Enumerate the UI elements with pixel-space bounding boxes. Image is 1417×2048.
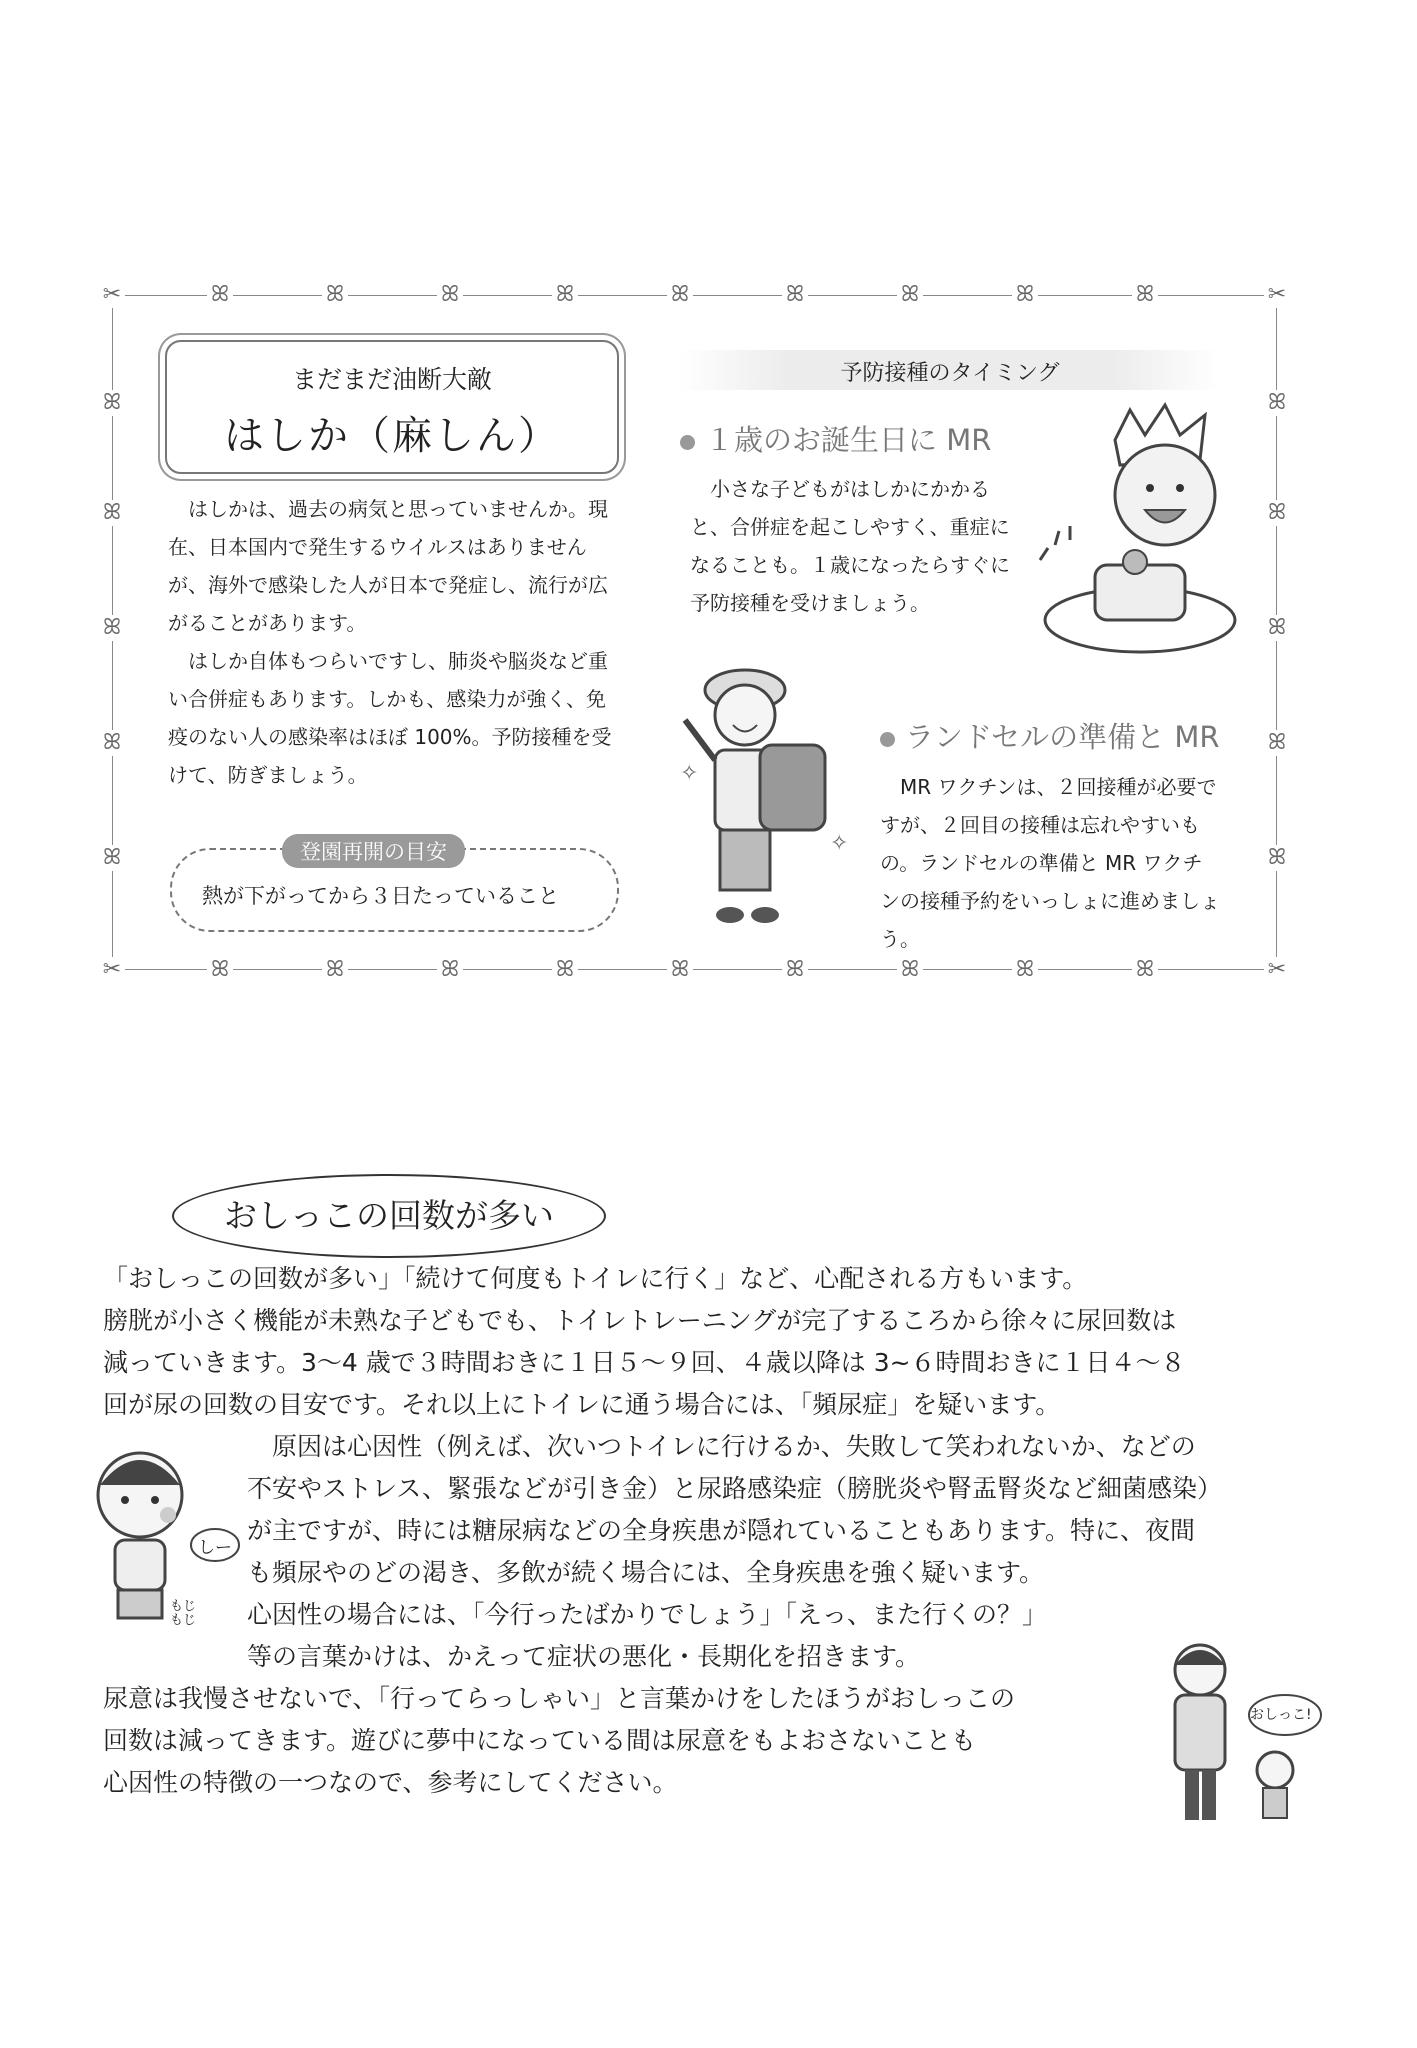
bow-icon: ꕤ [322, 282, 348, 308]
urination-line: 回が尿の回数の目安です。それ以上にトイレに通う場合には、「頻尿症」を疑います。 [103, 1390, 1061, 1419]
urination-line: 等の言葉かけは、かえって症状の悪化・長期化を招きます。 [247, 1642, 921, 1671]
bow-icon: ꕤ [897, 282, 923, 308]
reopen-text: 熱が下がってから３日たっていること [202, 884, 559, 908]
bow-icon: ꕤ [1264, 730, 1290, 756]
boy-speech-bubble: しー [198, 1538, 232, 1558]
bow-icon: ꕤ [437, 957, 463, 983]
bow-icon: ꕤ [1264, 500, 1290, 526]
svg-text:✧: ✧ [830, 831, 849, 856]
urination-line: 回数は減ってきます。遊びに夢中になっている間は尿意をもよおさないことも [103, 1726, 977, 1755]
bow-icon: ꕤ [782, 957, 808, 983]
bow-icon: ꕤ [99, 615, 125, 641]
bow-icon: ✂ [1264, 957, 1290, 983]
measles-paragraph: はしかは、過去の病気と思っていませんか。現在、日本国内で発生するウイルスはありませんが、海外で感染した人が日本で発症し、流行が広がることがあります。 [168, 497, 608, 635]
bow-icon: ꕤ [667, 282, 693, 308]
bow-icon: ꕤ [897, 957, 923, 983]
bow-icon: ꕤ [99, 390, 125, 416]
bow-icon: ꕤ [99, 500, 125, 526]
measles-title-box [165, 340, 619, 474]
bow-icon: ꕤ [552, 957, 578, 983]
urination-line: 心因性の場合には、「今行ったばかりでしょう」「えっ、また行くの？」 [247, 1600, 1048, 1629]
vaccine-item2-title: ランドセルの準備と MR [905, 720, 1220, 754]
frame-bottom-line [112, 969, 1277, 970]
bow-icon: ꕤ [99, 845, 125, 871]
bow-icon: ꕤ [1264, 845, 1290, 871]
bow-icon: ✂ [99, 957, 125, 983]
bow-icon: ꕤ [437, 282, 463, 308]
vaccine-item2-heading [880, 715, 1220, 756]
girl-speech-bubble: おしっこ! [1250, 1707, 1312, 1723]
measles-title: はしか（麻しん） [224, 413, 560, 459]
reopen-label: 登園再開の目安 [282, 834, 465, 868]
bow-icon: ꕤ [1012, 957, 1038, 983]
urination-line: 心因性の特徴の一つなので、参考にしてください。 [103, 1768, 678, 1797]
bow-icon: ✂ [99, 282, 125, 308]
mother-daughter-illustration [1150, 1630, 1325, 1830]
bow-icon: ꕤ [1132, 282, 1158, 308]
vaccine-timing-band [680, 350, 1220, 390]
bow-icon: ꕤ [322, 957, 348, 983]
measles-body [168, 490, 623, 794]
bow-icon: ✂ [1264, 282, 1290, 308]
vaccine-item2-text: MR ワクチンは、２回接種が必要ですが、２回目の接種は忘れやすいもの。ランドセルの準備と MR ワクチンの接種予約をいっしょに進めましょう。 [880, 775, 1220, 951]
urination-intro [103, 1258, 1186, 1426]
svg-text:✧: ✧ [680, 761, 699, 786]
vaccine-item2-body [880, 768, 1220, 958]
bow-icon: ꕤ [1264, 390, 1290, 416]
vaccine-item1-body [690, 470, 1020, 622]
frame-top-line [112, 295, 1277, 296]
bow-icon: ꕤ [1132, 957, 1158, 983]
vaccine-timing-title: 予防接種のタイミング [840, 361, 1060, 386]
bow-icon: ꕤ [667, 957, 693, 983]
urination-line: 減っていきます。3〜4 歳で３時間おきに１日５〜９回、４歳以降は 3~６時間おきに１日４〜８ [103, 1348, 1186, 1377]
urination-line: 不安やストレス、緊張などが引き金）と尿路感染症（膀胱炎や腎盂腎炎など細菌感染） [247, 1474, 1223, 1503]
urination-title: おしっこの回数が多い [172, 1174, 606, 1258]
vaccine-item1-heading [680, 418, 991, 459]
bow-icon: ꕤ [1012, 282, 1038, 308]
urination-line: 原因は心因性（例えば、次いつトイレに行けるか、失敗して笑われないか、などの [272, 1432, 1196, 1461]
urination-line: も頻尿やのどの渇き、多飲が続く場合には、全身疾患を強く疑います。 [247, 1558, 1045, 1587]
urination-causes [247, 1426, 1222, 1678]
bullet-icon [880, 732, 895, 747]
schoolchild-illustration [665, 650, 870, 940]
urination-line: が主ですが、時には糖尿病などの全身疾患が隠れていることもあります。特に、夜間 [247, 1516, 1196, 1545]
urination-closing [103, 1678, 1015, 1804]
fidget-label: もじもじ [170, 1599, 197, 1628]
bow-icon: ꕤ [1264, 615, 1290, 641]
bullet-icon [680, 435, 695, 450]
measles-paragraph: はしか自体もつらいですし、肺炎や脳炎など重い合併症もあります。しかも、感染力が強く、免疫のない人の感染率はほぼ 100%。予防接種を受けて、防ぎましょう。 [168, 649, 612, 787]
birthday-child-illustration [1020, 400, 1260, 680]
urination-line: 尿意は我慢させないで、「行ってらっしゃい」と言葉かけをしたほうがおしっこの [103, 1684, 1016, 1713]
bow-icon: ꕤ [207, 282, 233, 308]
bow-icon: ꕤ [782, 282, 808, 308]
bow-icon: ꕤ [99, 730, 125, 756]
urination-line: 「おしっこの回数が多い」「続けて何度もトイレに行く」など、心配される方もいます。 [103, 1264, 1088, 1293]
vaccine-item1-text: 小さな子どもがはしかにかかると、合併症を起こしやすく、重症になることも。１歳になったらすぐに予防接種を受けましょう。 [690, 477, 1010, 615]
vaccine-item1-title: １歳のお誕生日に MR [705, 423, 992, 457]
bow-icon: ꕤ [207, 957, 233, 983]
bow-icon: ꕤ [552, 282, 578, 308]
measles-subtitle: まだまだ油断大敵 [291, 365, 492, 394]
urination-line: 膀胱が小さく機能が未熟な子どもでも、トイレトレーニングが完了するころから徐々に尿回数は [103, 1306, 1177, 1335]
reopen-criterion-box [170, 840, 619, 932]
